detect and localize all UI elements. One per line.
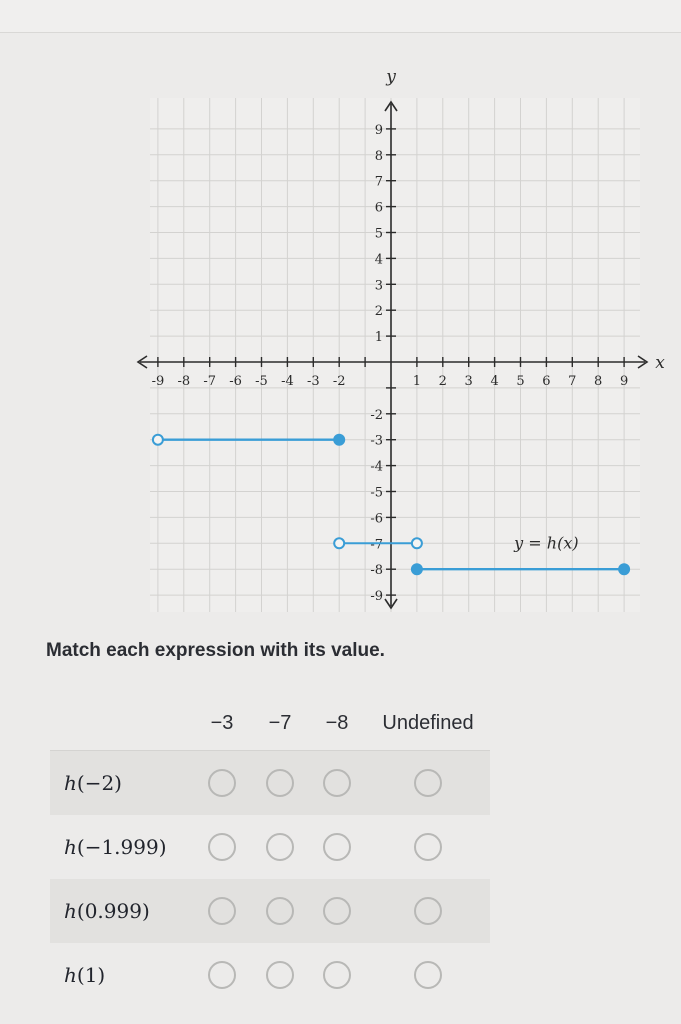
question-prompt: Match each expression with its value.: [46, 640, 385, 661]
radio-option[interactable]: [414, 897, 442, 925]
choice-header-row: [50, 700, 490, 751]
x-tick-label: -3: [306, 374, 320, 389]
x-tick-label: 1: [412, 374, 422, 389]
x-tick-label: -8: [177, 374, 191, 389]
radio-option[interactable]: [323, 897, 351, 925]
radio-option[interactable]: [323, 961, 351, 989]
x-tick-label: -4: [281, 374, 294, 389]
radio-option[interactable]: [208, 961, 236, 989]
function-annotation: y = h(x): [514, 533, 579, 553]
choice-label-neg8: −8: [325, 712, 349, 734]
y-tick-label: -2: [370, 407, 383, 423]
y-tick-label: -6: [370, 511, 383, 527]
choice-label-undefined: Undefined: [382, 712, 474, 734]
table-row: [50, 879, 490, 943]
radio-option[interactable]: [208, 897, 236, 925]
x-tick-label: -7: [203, 374, 217, 389]
x-tick-label: 2: [438, 374, 447, 389]
series-endpoint: [334, 435, 344, 445]
y-tick-label: 1: [374, 330, 383, 346]
radio-option[interactable]: [208, 769, 236, 797]
radio-option[interactable]: [323, 833, 351, 861]
y-tick-label: -3: [370, 433, 383, 449]
y-tick-label: -4: [370, 459, 383, 475]
y-tick-label: 3: [374, 278, 383, 294]
y-tick-label: 9: [374, 122, 383, 138]
radio-option[interactable]: [266, 833, 294, 861]
y-tick-label: -8: [370, 563, 383, 579]
x-tick-label: -5: [255, 374, 268, 389]
y-tick-label: 4: [374, 252, 383, 268]
isolated-point: [334, 538, 344, 548]
y-tick-label: -9: [370, 589, 383, 605]
series-endpoint: [412, 564, 422, 574]
y-tick-label: 2: [374, 304, 383, 320]
table-row: [50, 751, 490, 815]
isolated-point: [412, 538, 422, 548]
radio-option[interactable]: [414, 769, 442, 797]
x-tick-label: 8: [594, 374, 603, 389]
radio-option[interactable]: [414, 961, 442, 989]
matching-table: [50, 700, 490, 1007]
expression-label: h(−1.999): [64, 835, 167, 859]
expression-label: h(−2): [64, 771, 122, 795]
x-tick-label: -9: [151, 374, 165, 389]
x-tick-label: 6: [542, 374, 551, 389]
table-row: [50, 815, 490, 879]
radio-option[interactable]: [266, 769, 294, 797]
x-tick-label: 7: [568, 374, 577, 389]
radio-option[interactable]: [266, 961, 294, 989]
x-tick-label: 3: [464, 374, 473, 389]
y-tick-label: -5: [370, 485, 383, 501]
series-endpoint: [153, 435, 163, 445]
y-tick-label: 5: [374, 226, 383, 242]
radio-option[interactable]: [266, 897, 294, 925]
radio-option[interactable]: [208, 833, 236, 861]
y-tick-label: 7: [374, 174, 383, 190]
table-row: [50, 943, 490, 1007]
y-tick-label: 6: [374, 200, 383, 216]
x-axis-label: x: [655, 353, 665, 373]
radio-option[interactable]: [414, 833, 442, 861]
y-tick-label: -7: [370, 537, 383, 553]
radio-option[interactable]: [323, 769, 351, 797]
expression-label: h(0.999): [64, 899, 150, 923]
expression-label: h(1): [64, 963, 106, 987]
x-tick-label: 4: [490, 374, 499, 389]
y-tick-label: 8: [374, 148, 383, 164]
choice-label-neg3: −3: [210, 712, 234, 734]
x-tick-label: 9: [619, 374, 629, 389]
choice-label-neg7: −7: [268, 712, 292, 734]
x-tick-label: -2: [332, 374, 346, 389]
x-tick-label: 5: [516, 374, 525, 389]
y-axis-label: y: [386, 67, 396, 87]
series-endpoint: [619, 564, 629, 574]
x-tick-label: -6: [229, 374, 242, 389]
